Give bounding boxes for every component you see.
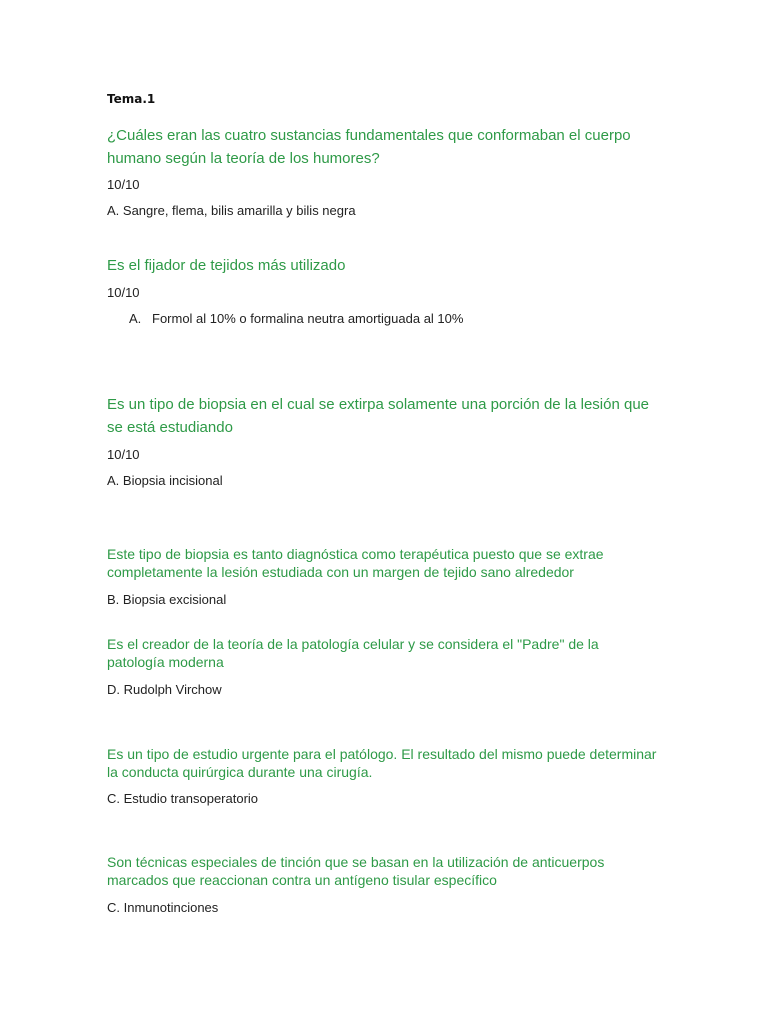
question-2-answer	[107, 311, 463, 326]
document-title: Tema.1	[107, 92, 156, 106]
question-1-line-2: humano según la teoría de los humores?	[107, 150, 380, 167]
question-4	[107, 545, 604, 581]
question-3-score: 10/10	[107, 447, 140, 462]
question-6-line-2: la conducta quirúrgica durante una cirugía.	[107, 764, 373, 780]
question-5	[107, 635, 599, 671]
question-3	[107, 393, 649, 439]
question-1-score: 10/10	[107, 177, 140, 192]
question-1	[107, 124, 631, 170]
question-1-answer: A. Sangre, flema, bilis amarilla y bilis negra	[107, 203, 356, 218]
question-1-line-1: ¿Cuáles eran las cuatro sustancias fundamentales que conformaban el cuerpo	[107, 127, 631, 144]
question-7-answer: C. Inmunotinciones	[107, 900, 219, 915]
question-6	[107, 745, 656, 781]
question-7-line-2: marcados que reaccionan contra un antígeno tisular específico	[107, 872, 497, 888]
question-5-line-2: patología moderna	[107, 654, 224, 670]
question-2-answer-marker: A.	[129, 311, 142, 326]
question-7	[107, 853, 604, 889]
question-5-line-1: Es el creador de la teoría de la patología celular y se considera el "Padre" de la	[107, 636, 599, 652]
question-2-score: 10/10	[107, 285, 140, 300]
question-2	[107, 254, 345, 277]
question-2-answer-text: Formol al 10% o formalina neutra amortiguada al 10%	[152, 311, 464, 326]
question-7-line-1: Son técnicas especiales de tinción que se basan en la utilización de anticuerpos	[107, 854, 605, 870]
question-2-line-1: Es el fijador de tejidos más utilizado	[107, 257, 346, 274]
question-3-line-1: Es un tipo de biopsia en el cual se extirpa solamente una porción de la lesión que	[107, 396, 650, 413]
question-4-answer: B. Biopsia excisional	[107, 592, 227, 607]
question-6-answer: C. Estudio transoperatorio	[107, 791, 259, 806]
document-page	[107, 0, 687, 1024]
question-6-line-1: Es un tipo de estudio urgente para el patólogo. El resultado del mismo puede determinar	[107, 746, 657, 762]
question-4-line-1: Este tipo de biopsia es tanto diagnóstica como terapéutica puesto que se extrae	[107, 546, 604, 562]
question-5-answer: D. Rudolph Virchow	[107, 682, 222, 697]
question-3-line-2: se está estudiando	[107, 419, 233, 436]
question-3-answer: A. Biopsia incisional	[107, 473, 223, 488]
question-4-line-2: completamente la lesión estudiada con un margen de tejido sano alrededor	[107, 564, 574, 580]
